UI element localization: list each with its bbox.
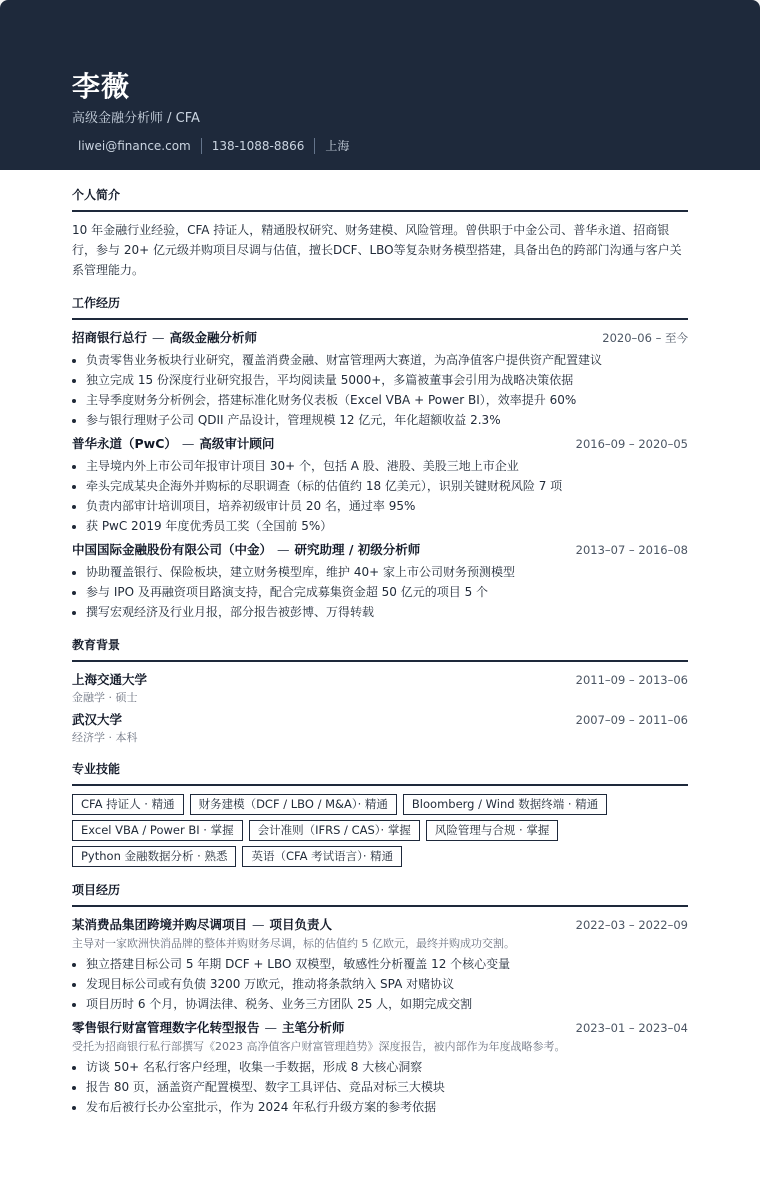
separator: — bbox=[152, 330, 165, 345]
list-item: • 获 PwC 2019 年度优秀员工奖（全国前 5%） bbox=[86, 516, 688, 536]
education-date: 2011–09 – 2013–06 bbox=[575, 673, 688, 687]
job-bullets bbox=[72, 562, 688, 622]
project-date: 2023–01 – 2023–04 bbox=[575, 1021, 688, 1035]
skill-tag: 会计准则（IFRS / CAS）· 掌握 bbox=[249, 820, 420, 841]
degree: 经济学 · 本科 bbox=[72, 731, 138, 744]
list-item: • 发现目标公司或有负债 3200 万欧元，推动将条款纳入 SPA 对赌协议 bbox=[86, 974, 688, 994]
job-date: 2016–09 – 2020–05 bbox=[575, 437, 688, 451]
contact-email[interactable]: liwei@finance.com bbox=[78, 139, 191, 153]
project-bullets bbox=[72, 1057, 688, 1117]
list-item: • 撰写宏观经济及行业月报，部分报告被彭博、万得转载 bbox=[86, 602, 688, 622]
project-entry bbox=[72, 915, 688, 1014]
skill-tag: Excel VBA / Power BI · 掌握 bbox=[72, 820, 243, 841]
job-entry bbox=[72, 540, 688, 622]
resume-header bbox=[0, 0, 760, 170]
job-title: 高级金融分析师 / CFA bbox=[72, 111, 200, 126]
project-role: 主笔分析师 bbox=[282, 1020, 345, 1035]
project-name: 某消费品集团跨境并购尽调项目 bbox=[72, 917, 248, 932]
skill-tag: 风险管理与合规 · 掌握 bbox=[426, 820, 558, 841]
project-role: 项目负责人 bbox=[269, 917, 333, 932]
job-entry bbox=[72, 434, 688, 536]
skill-tag: 英语（CFA 考试语言）· 精通 bbox=[242, 846, 402, 867]
list-item: • 参与 IPO 及再融资项目路演支持，配合完成募集资金超 50 亿元的项目 5 个 bbox=[86, 582, 688, 602]
section-title-education: 教育背景 bbox=[72, 636, 688, 662]
job-bullets bbox=[72, 350, 688, 430]
list-item: • 负责内部审计培训项目，培养初级审计员 20 名，通过率 95% bbox=[86, 496, 688, 516]
job-role: 高级金融分析师 bbox=[169, 330, 258, 345]
list-item: • 独立完成 15 份深度行业研究报告，平均阅读量 5000+，多篇被董事会引用为战略决策依据 bbox=[86, 370, 688, 390]
job-date: 2013–07 – 2016–08 bbox=[575, 543, 688, 557]
section-title-summary: 个人简介 bbox=[72, 186, 688, 212]
skill-tag: Bloomberg / Wind 数据终端 · 精通 bbox=[403, 794, 607, 815]
summary-text: 10 年金融行业经验，CFA 持证人，精通股权研究、财务建模、风险管理。曾供职于中金公司、普华永道、招商银行，参与 20+ 亿元级并购项目尽调与估值，擅长DCF、LBO等复杂财务模型搭建，具备出色的跨部门沟通与客户关系管理能力。 bbox=[72, 223, 682, 277]
list-item: • 报告 80 页，涵盖资产配置模型、数字工具评估、竞品对标三大模块 bbox=[86, 1077, 688, 1097]
separator: — bbox=[181, 436, 195, 451]
list-item: • 项目历时 6 个月，协调法律、税务、业务三方团队 25 人，如期完成交割 bbox=[86, 994, 688, 1014]
job-date: 2020–06 – 至今 bbox=[602, 331, 688, 345]
separator: — bbox=[277, 542, 290, 557]
list-item: • 访谈 50+ 名私行客户经理，收集一手数据，形成 8 大核心洞察 bbox=[86, 1057, 688, 1077]
separator: — bbox=[252, 917, 265, 932]
skill-tag: Python 金融数据分析 · 熟悉 bbox=[72, 846, 236, 867]
skill-tag: CFA 持证人 · 精通 bbox=[72, 794, 184, 815]
job-org: 招商银行总行 bbox=[72, 330, 148, 345]
education-entry bbox=[72, 710, 688, 746]
list-item: • 参与银行理财子公司 QDII 产品设计，管理规模 12 亿元，年化超额收益 2.3% bbox=[86, 410, 688, 430]
education-entry bbox=[72, 670, 688, 706]
list-item: • 牵头完成某央企海外并购标的尽职调查（标的估值约 18 亿美元），识别关键财税风险 7 项 bbox=[86, 476, 688, 496]
list-item: • 协助覆盖银行、保险板块，建立财务模型库，维护 40+ 家上市公司财务预测模型 bbox=[86, 562, 688, 582]
list-item: • 独立搭建目标公司 5 年期 DCF + LBO 双模型，敏感性分析覆盖 12 个核心变量 bbox=[86, 954, 688, 974]
project-entry bbox=[72, 1018, 688, 1117]
project-name: 零售银行财富管理数字化转型报告 bbox=[72, 1020, 260, 1035]
list-item: • 负责零售业务板块行业研究，覆盖消费金融、财富管理两大赛道，为高净值客户提供资产配置建议 bbox=[86, 350, 688, 370]
skill-tag: 财务建模（DCF / LBO / M&A）· 精通 bbox=[190, 794, 397, 815]
person-name: 李薇 bbox=[72, 70, 131, 103]
section-title-projects: 项目经历 bbox=[72, 881, 688, 907]
contact-phone[interactable]: 138-1088-8866 bbox=[201, 138, 315, 154]
separator: — bbox=[264, 1020, 278, 1035]
school-name: 上海交通大学 bbox=[72, 672, 148, 687]
section-title-experience: 工作经历 bbox=[72, 294, 688, 320]
skills-list bbox=[72, 794, 688, 867]
resume-body bbox=[0, 170, 760, 1117]
project-bullets bbox=[72, 954, 688, 1014]
job-entry bbox=[72, 328, 688, 430]
job-role: 高级审计顾问 bbox=[199, 436, 275, 451]
list-item: • 主导境内外上市公司年报审计项目 30+ 个，包括 A 股、港股、美股三地上市企业 bbox=[86, 456, 688, 476]
project-description: 受托为招商银行私行部撰写《2023 高净值客户财富管理趋势》深度报告，被内部作为年度战略参考。 bbox=[72, 1040, 566, 1053]
job-role: 研究助理 / 初级分析师 bbox=[294, 542, 421, 557]
project-description: 主导对一家欧洲快消品牌的整体并购财务尽调，标的估值约 5 亿欧元，最终并购成功交割。 bbox=[72, 937, 515, 950]
education-date: 2007–09 – 2011–06 bbox=[575, 713, 688, 727]
project-date: 2022–03 – 2022–09 bbox=[575, 918, 688, 932]
list-item: • 发布后被行长办公室批示，作为 2024 年私行升级方案的参考依据 bbox=[86, 1097, 688, 1117]
job-org: 中国国际金融股份有限公司（中金） bbox=[72, 542, 273, 557]
job-bullets bbox=[72, 456, 688, 536]
job-org: 普华永道（PwC） bbox=[72, 436, 177, 451]
section-title-skills: 专业技能 bbox=[72, 760, 688, 786]
school-name: 武汉大学 bbox=[72, 712, 123, 727]
contact-info bbox=[72, 138, 688, 154]
contact-location: 上海 bbox=[314, 138, 359, 154]
degree: 金融学 · 硕士 bbox=[72, 691, 138, 704]
list-item: • 主导季度财务分析例会，搭建标准化财务仪表板（Excel VBA + Power BI），效率提升 60% bbox=[86, 390, 688, 410]
